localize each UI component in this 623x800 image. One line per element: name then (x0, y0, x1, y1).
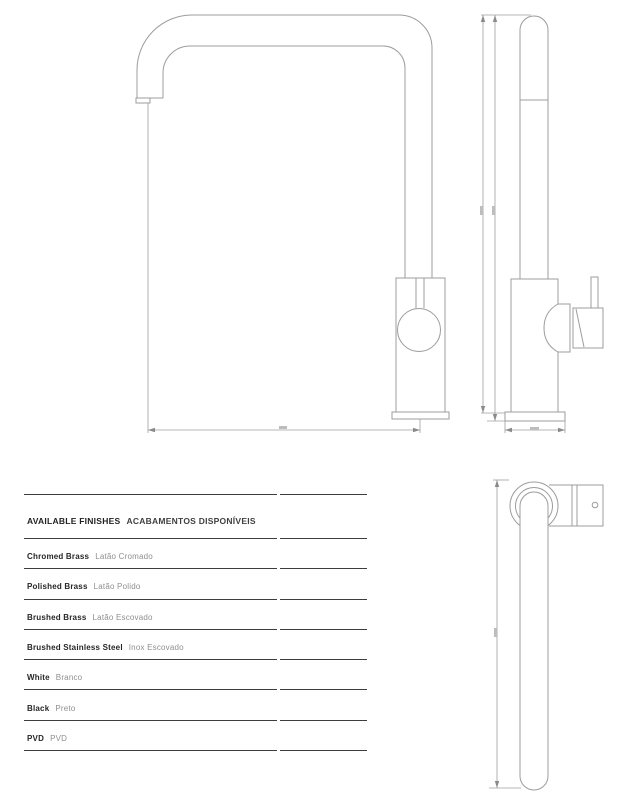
finish-name-en: Chromed Brass (27, 552, 90, 562)
finish-name-pt: Branco (55, 673, 83, 683)
dimension-label-smudge (279, 426, 287, 429)
finish-name-en: White (27, 673, 50, 683)
finish-name-pt: Latão Escovado (92, 612, 153, 622)
finish-name-en: Black (27, 703, 50, 713)
side-spout-tube (520, 16, 548, 279)
front-handle-circle (398, 309, 441, 352)
top-dim-arrow-down (495, 781, 499, 788)
front-spout-outer-outline (137, 15, 432, 278)
faucet-front-view (136, 15, 449, 419)
side-dim-arrow-down-1 (481, 406, 485, 413)
finish-name-pt: Inox Escovado (128, 643, 184, 653)
finish-name-en: Brushed Brass (27, 612, 87, 622)
top-spout-capsule (520, 492, 548, 790)
table-rule-break (277, 492, 280, 754)
front-cartridge-lines (416, 278, 424, 308)
finishes-header-en: AVAILABLE FINISHES (27, 516, 121, 526)
finish-name-en: Polished Brass (27, 582, 88, 592)
dimension-label-smudge (530, 427, 539, 430)
finish-row-polished-brass (24, 568, 367, 598)
front-base-flange (392, 412, 449, 419)
finishes-table-header (24, 494, 367, 538)
finish-name-pt: Preto (55, 703, 76, 713)
front-dim-arrow-left (148, 428, 155, 432)
side-base-dim-arrow-right (558, 428, 565, 432)
finishes-header-pt: ACABAMENTOS DISPONÍVEIS (126, 516, 256, 526)
side-base-dim-arrow-left (505, 428, 512, 432)
finish-name-en: Brushed Stainless Steel (27, 643, 123, 653)
dimension-label-smudge (492, 206, 495, 215)
dimension-label-smudge (494, 628, 497, 637)
top-dim-arrow-up (495, 480, 499, 487)
dimension-label-smudge (480, 206, 483, 215)
faucet-side-view (505, 16, 603, 421)
finish-row-chromed-brass (24, 538, 367, 568)
front-view-dimension (148, 103, 420, 433)
available-finishes-table (24, 494, 367, 751)
finish-row-white (24, 659, 367, 689)
side-view-height-dimensions (480, 15, 531, 421)
side-handle-lever (591, 277, 598, 308)
finish-name-en: PVD (27, 733, 45, 743)
front-aerator-tip (136, 98, 150, 103)
side-dim-arrow-down-2 (493, 414, 497, 421)
side-dim-arrow-up-1 (481, 15, 485, 22)
side-handle-cone (544, 304, 570, 352)
finish-row-brushed-brass (24, 599, 367, 629)
front-spout-inner-outline (163, 46, 405, 278)
finish-row-black (24, 689, 367, 719)
top-view-dimension (489, 480, 521, 788)
side-dim-arrow-up-2 (493, 15, 497, 22)
side-view-width-dimension (505, 421, 565, 433)
faucet-top-view (510, 482, 603, 790)
finish-row-brushed-stainless-steel (24, 629, 367, 659)
finish-row-pvd (24, 720, 367, 750)
front-dim-arrow-right (413, 428, 420, 432)
side-base-flange (505, 412, 565, 421)
finish-name-pt: Latão Polido (93, 582, 141, 592)
finish-name-pt: Latão Cromado (95, 552, 153, 562)
finish-name-pt: PVD (50, 733, 68, 743)
